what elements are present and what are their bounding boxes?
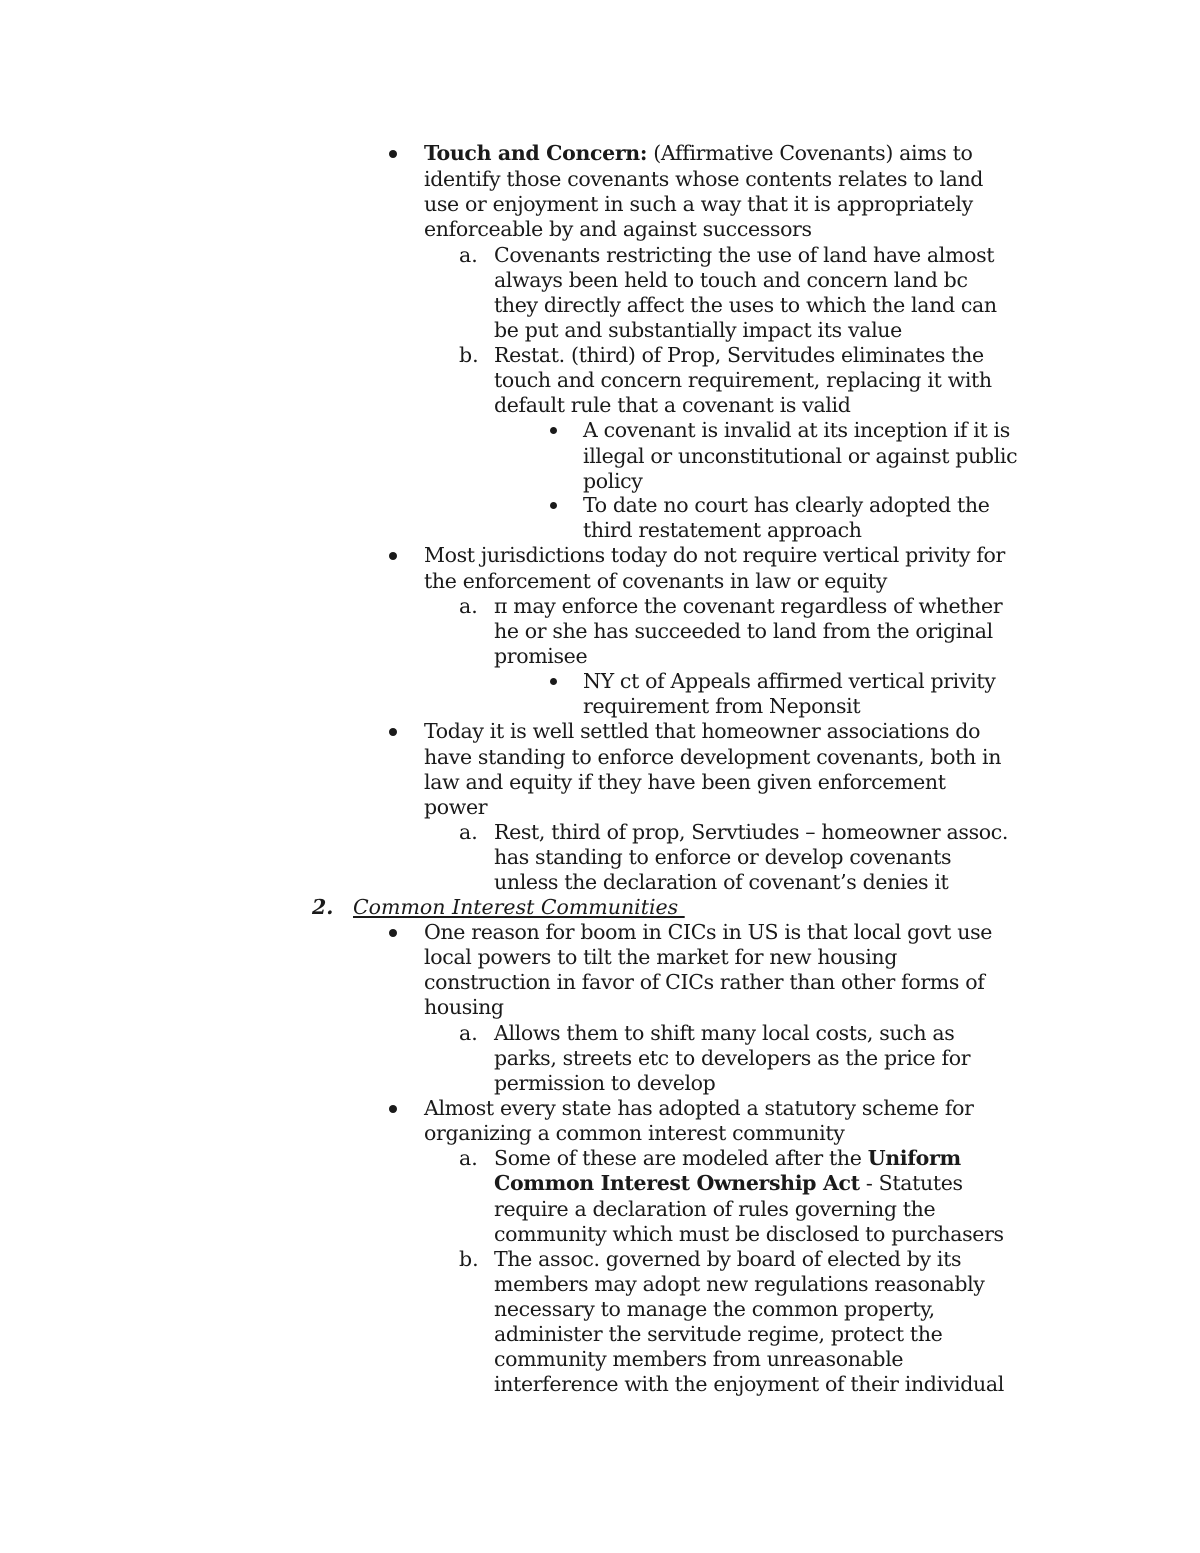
statutory-a-line-1: [494, 1146, 961, 1171]
cic-boom-a-line: permission to develop: [494, 1071, 716, 1095]
vertical-privity-a-line: promisee: [494, 644, 588, 668]
statutory-b-line: necessary to manage the common property,: [494, 1297, 935, 1321]
touch-concern-b-sub2-line: third restatement approach: [583, 518, 862, 542]
section-number: 2.: [312, 895, 334, 919]
touch-concern-a-line: be put and substantially impact its value: [494, 318, 902, 342]
cic-boom-line: housing: [424, 995, 504, 1019]
statutory-b-line: members may adopt new regulations reasonably: [494, 1272, 985, 1296]
statutory-a-act-name: Uniform: [867, 1146, 961, 1170]
homeowner-assoc-a-line: Rest, third of prop, Servtiudes – homeowner assoc.: [494, 820, 1009, 844]
list-marker-b: b.: [459, 1247, 479, 1271]
cic-boom-line: local powers to tilt the market for new housing: [424, 945, 898, 969]
statutory-b-line: The assoc. governed by board of elected by its: [494, 1247, 962, 1271]
touch-concern-a-line: always been held to touch and concern land bc: [494, 268, 968, 292]
touch-concern-a-line: they directly affect the uses to which the land can: [494, 293, 997, 317]
touch-concern-text: (Affirmative Covenants) aims to: [647, 141, 973, 165]
vertical-privity-line: the enforcement of covenants in law or equity: [424, 569, 888, 593]
vertical-privity-a-line: π may enforce the covenant regardless of whether: [494, 594, 1003, 618]
cic-boom-line: One reason for boom in CICs in US is that local govt use: [424, 920, 993, 944]
statutory-a-line: require a declaration of rules governing the: [494, 1197, 936, 1221]
touch-concern-b-line: touch and concern requirement, replacing it with: [494, 368, 992, 392]
vertical-privity-a-sub-line: requirement from Neponsit: [583, 694, 861, 718]
touch-concern-a-line: Covenants restricting the use of land have almost: [494, 243, 995, 267]
statutory-line: organizing a common interest community: [424, 1121, 845, 1145]
homeowner-assoc-line: Today it is well settled that homeowner associations do: [424, 719, 981, 743]
touch-concern-line-3: use or enjoyment in such a way that it is appropriately: [424, 192, 973, 216]
cic-boom-a-line: Allows them to shift many local costs, such as: [494, 1021, 955, 1045]
list-marker-a: a.: [459, 1021, 478, 1045]
bullet-icon: [550, 678, 557, 685]
statutory-a-text: Some of these are modeled after the: [494, 1146, 868, 1170]
bullet-icon: [389, 929, 397, 937]
vertical-privity-a-line: he or she has succeeded to land from the original: [494, 619, 993, 643]
bullet-icon: [389, 728, 397, 736]
cic-boom-line: construction in favor of CICs rather than other forms of: [424, 970, 985, 994]
touch-concern-line-4: enforceable by and against successors: [424, 217, 812, 241]
homeowner-assoc-line: law and equity if they have been given enforcement: [424, 770, 946, 794]
homeowner-assoc-line: power: [424, 795, 488, 819]
list-marker-b: b.: [459, 343, 479, 367]
vertical-privity-a-sub-line: NY ct of Appeals affirmed vertical privity: [583, 669, 996, 693]
statutory-b-line: interference with the enjoyment of their individual: [494, 1372, 1004, 1396]
bullet-icon: [389, 150, 397, 158]
touch-concern-b-sub1-line: A covenant is invalid at its inception if it is: [583, 418, 1010, 442]
list-marker-a: a.: [459, 1146, 478, 1170]
homeowner-assoc-a-line: unless the declaration of covenant’s denies it: [494, 870, 949, 894]
touch-concern-b-sub1-line: policy: [583, 469, 643, 493]
statutory-a-act-name: Common Interest Ownership Act: [494, 1171, 860, 1195]
statutory-a-line-2: [494, 1171, 963, 1196]
bullet-icon: [389, 1105, 397, 1113]
touch-concern-line-1: [424, 141, 973, 166]
list-marker-a: a.: [459, 243, 478, 267]
statutory-line: Almost every state has adopted a statutory scheme for: [424, 1096, 974, 1120]
statutory-b-line: community members from unreasonable: [494, 1347, 904, 1371]
vertical-privity-line: Most jurisdictions today do not require vertical privity for: [424, 543, 1005, 567]
statutory-b-line: administer the servitude regime, protect the: [494, 1322, 943, 1346]
section-heading: Common Interest Communities: [353, 895, 685, 919]
bullet-icon: [389, 552, 397, 560]
cic-boom-a-line: parks, streets etc to developers as the price for: [494, 1046, 971, 1070]
statutory-a-text: - Statutes: [859, 1171, 963, 1195]
touch-concern-title: Touch and Concern:: [424, 141, 648, 165]
touch-concern-b-sub2-line: To date no court has clearly adopted the: [583, 493, 990, 517]
touch-concern-b-sub1-line: illegal or unconstitutional or against public: [583, 444, 1018, 468]
bullet-icon: [550, 427, 557, 434]
touch-concern-b-line: Restat. (third) of Prop, Servitudes eliminates the: [494, 343, 984, 367]
homeowner-assoc-a-line: has standing to enforce or develop covenants: [494, 845, 952, 869]
touch-concern-line-2: identify those covenants whose contents relates to land: [424, 167, 984, 191]
bullet-icon: [550, 502, 557, 509]
homeowner-assoc-line: have standing to enforce development covenants, both in: [424, 745, 1002, 769]
list-marker-a: a.: [459, 594, 478, 618]
touch-concern-b-line: default rule that a covenant is valid: [494, 393, 851, 417]
statutory-a-line: community which must be disclosed to purchasers: [494, 1222, 1004, 1246]
list-marker-a: a.: [459, 820, 478, 844]
